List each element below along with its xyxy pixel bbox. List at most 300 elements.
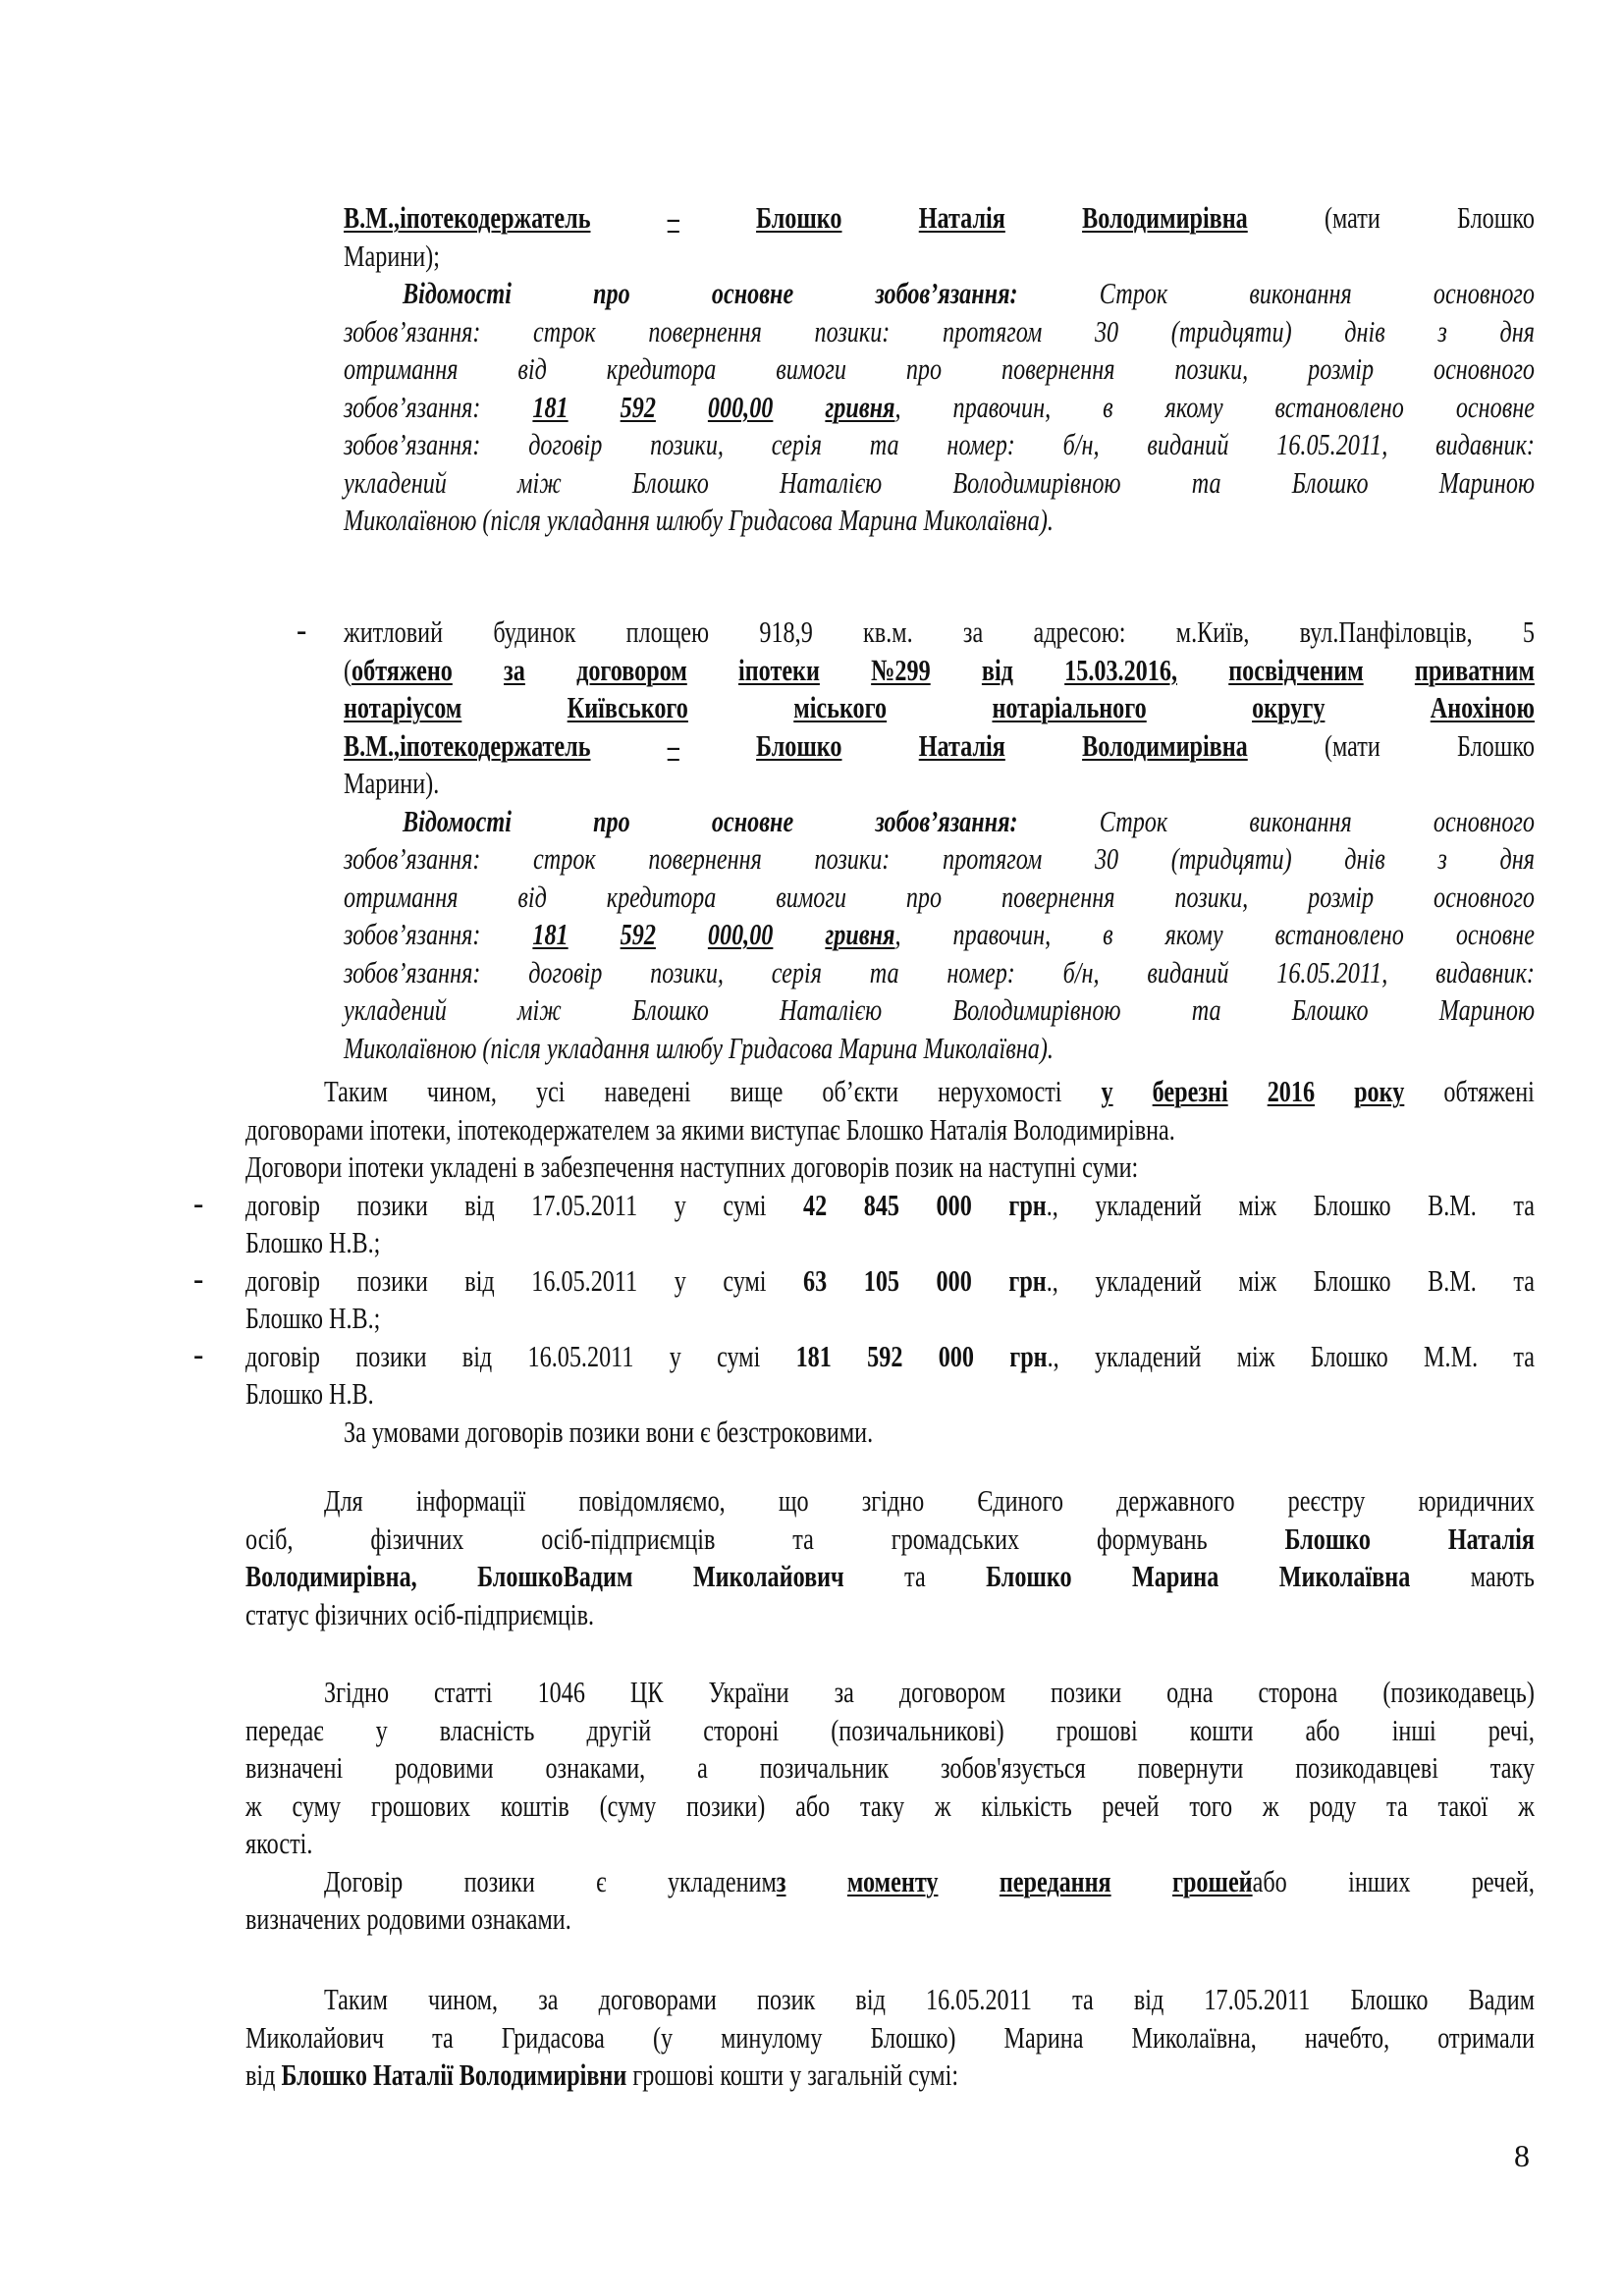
word: другій bbox=[586, 1712, 652, 1747]
word-group bbox=[1268, 1073, 1315, 1110]
word: Мариною bbox=[1438, 464, 1535, 500]
word-group bbox=[517, 991, 562, 1029]
word: нотаріального bbox=[992, 690, 1147, 724]
word-group bbox=[712, 275, 793, 312]
word: Володимирівна bbox=[1082, 727, 1248, 763]
word: встановлено bbox=[1274, 389, 1404, 424]
word: з bbox=[776, 1863, 786, 1898]
word: зобов'язується bbox=[940, 1750, 1086, 1785]
word: сторона bbox=[1258, 1675, 1338, 1709]
word-group bbox=[825, 389, 900, 426]
word: номер: bbox=[947, 954, 1015, 989]
word-group bbox=[531, 1262, 637, 1300]
word-group bbox=[1102, 1073, 1113, 1110]
word-group bbox=[344, 313, 480, 350]
word: БлошкоВадим bbox=[477, 1559, 633, 1593]
line-content bbox=[245, 1112, 1175, 1147]
word: кошти bbox=[1189, 1712, 1254, 1747]
word: позики bbox=[356, 1262, 428, 1298]
word-group bbox=[371, 1788, 470, 1825]
word-group bbox=[815, 840, 891, 878]
word: року bbox=[1354, 1074, 1405, 1108]
line-content bbox=[403, 803, 1535, 840]
word: Анохіною bbox=[1430, 690, 1535, 724]
word: 63 bbox=[803, 1262, 828, 1298]
word: позики, bbox=[650, 954, 724, 989]
civil-code-line bbox=[245, 1825, 312, 1862]
word-group bbox=[1285, 1521, 1371, 1558]
line-content bbox=[344, 689, 1535, 726]
word: інформації bbox=[415, 1483, 526, 1518]
word-group bbox=[937, 1187, 972, 1224]
word-group bbox=[1354, 1073, 1404, 1110]
line-content bbox=[245, 1901, 571, 1936]
word-group bbox=[245, 1338, 320, 1375]
word: 2016 bbox=[1267, 1074, 1316, 1108]
word: Блошко bbox=[631, 464, 709, 500]
word-group bbox=[607, 350, 717, 388]
word: між bbox=[1236, 1338, 1275, 1373]
word-group bbox=[395, 1749, 493, 1787]
word-group bbox=[947, 426, 1014, 463]
word-group bbox=[464, 1863, 535, 1900]
word-group bbox=[803, 1262, 827, 1300]
word: чином, bbox=[428, 1982, 499, 2016]
line-content bbox=[344, 614, 1535, 651]
word-group bbox=[528, 426, 602, 463]
word: позики, bbox=[1174, 879, 1249, 914]
word: строк bbox=[533, 313, 596, 348]
word: ., bbox=[1046, 1262, 1058, 1298]
word: та bbox=[432, 2019, 454, 2055]
word: (у bbox=[652, 2019, 674, 2055]
word: (мати bbox=[1324, 727, 1380, 763]
word-group bbox=[245, 1712, 324, 1749]
word: №299 bbox=[871, 652, 931, 687]
word: 918,9 bbox=[759, 614, 813, 649]
word: Договір bbox=[324, 1863, 404, 1898]
word: вище bbox=[730, 1074, 784, 1108]
word: позики: bbox=[814, 313, 891, 348]
word: 17.05.2011 bbox=[1204, 1982, 1311, 2016]
word-group bbox=[675, 1187, 686, 1224]
word: 105 bbox=[863, 1262, 900, 1298]
word-group bbox=[675, 1262, 686, 1300]
word-group bbox=[1350, 1981, 1428, 2018]
word: Блошко bbox=[631, 992, 709, 1027]
word-group bbox=[1001, 879, 1114, 916]
word: такої bbox=[1437, 1788, 1488, 1823]
word: зобов’язання: bbox=[344, 841, 481, 876]
word: минулому bbox=[721, 2019, 823, 2055]
word: сумі bbox=[717, 1338, 761, 1373]
word: дня bbox=[1499, 313, 1535, 348]
word: Миколаївна, bbox=[1131, 2019, 1257, 2055]
word-group bbox=[977, 1482, 1063, 1520]
word: серія bbox=[771, 954, 822, 989]
word: усі bbox=[535, 1074, 566, 1108]
word-group bbox=[493, 614, 575, 651]
word: Марина bbox=[1003, 2019, 1084, 2055]
word: 30 bbox=[1094, 841, 1119, 876]
word: в bbox=[1103, 917, 1113, 951]
word-group bbox=[919, 727, 1005, 765]
line-content bbox=[344, 313, 1535, 350]
word-group bbox=[1263, 1788, 1279, 1825]
word: або bbox=[1252, 1863, 1287, 1898]
word-group bbox=[668, 199, 679, 237]
line-content bbox=[245, 2057, 958, 2092]
word-group bbox=[1314, 1262, 1391, 1300]
word-group bbox=[1456, 389, 1535, 426]
word: зобов’язання: bbox=[344, 313, 481, 348]
word: кількість bbox=[981, 1788, 1072, 1823]
word-group bbox=[593, 803, 630, 840]
word-group bbox=[1103, 389, 1113, 426]
word: днів bbox=[1344, 313, 1385, 348]
word: , bbox=[894, 917, 901, 951]
word-group bbox=[538, 1981, 558, 2018]
word-group bbox=[1138, 1749, 1244, 1787]
word: М.М. bbox=[1424, 1338, 1479, 1373]
word: позики bbox=[356, 1187, 428, 1222]
word-group bbox=[1344, 313, 1384, 350]
word-group bbox=[1499, 840, 1534, 878]
line-content bbox=[245, 1749, 1535, 1787]
word-group bbox=[986, 1558, 1071, 1595]
line-content bbox=[245, 1149, 1138, 1184]
word: гривня bbox=[825, 389, 895, 424]
word: розмір bbox=[1308, 879, 1375, 914]
word: та bbox=[1386, 1788, 1408, 1823]
word: Згідно bbox=[324, 1675, 390, 1709]
word: Вадим bbox=[1468, 1982, 1535, 2016]
word: 845 bbox=[863, 1187, 900, 1222]
word: 1046 bbox=[537, 1675, 585, 1709]
word-group bbox=[517, 464, 562, 502]
word: правочин, bbox=[952, 917, 1052, 951]
line-content bbox=[324, 1981, 1535, 2018]
word-group bbox=[517, 350, 546, 388]
text-run: визначених родовими ознаками. bbox=[245, 1901, 571, 1936]
word-group bbox=[376, 1712, 388, 1749]
word-group bbox=[1009, 1338, 1058, 1375]
text-run: Блошко Н.В. bbox=[245, 1376, 374, 1411]
word-group bbox=[862, 1482, 925, 1520]
word: речі, bbox=[1488, 1712, 1535, 1747]
word: основне bbox=[1455, 917, 1535, 951]
word-group bbox=[864, 1187, 899, 1224]
word: – bbox=[667, 200, 679, 235]
word: договорами bbox=[598, 1982, 717, 2016]
word-group bbox=[1082, 727, 1248, 765]
word-group bbox=[1295, 1749, 1438, 1787]
word: укладений bbox=[1095, 1187, 1202, 1222]
word-group bbox=[697, 1749, 708, 1787]
word-group bbox=[533, 313, 596, 350]
word-group bbox=[717, 1338, 760, 1375]
word-group bbox=[831, 1712, 1003, 1749]
word-group bbox=[245, 1788, 262, 1825]
word: грн bbox=[1008, 1187, 1047, 1222]
word-group bbox=[324, 1863, 403, 1900]
civil-code-line bbox=[245, 1788, 1535, 1825]
word-group bbox=[1189, 1788, 1232, 1825]
word-group bbox=[1190, 1712, 1254, 1749]
word-group bbox=[953, 389, 1052, 426]
word: округу bbox=[1252, 690, 1325, 724]
word-group bbox=[245, 1749, 343, 1787]
word: ( bbox=[344, 652, 352, 687]
word-group bbox=[941, 1749, 1086, 1787]
word: адресою: bbox=[1033, 614, 1126, 649]
word-group bbox=[1008, 1187, 1057, 1224]
word-group bbox=[795, 1788, 830, 1825]
word-group bbox=[1448, 1521, 1535, 1558]
line-content bbox=[245, 1301, 380, 1335]
block2-line bbox=[344, 879, 1535, 916]
word-group bbox=[245, 1558, 417, 1595]
word-group bbox=[593, 275, 630, 312]
line-content bbox=[245, 1187, 1535, 1224]
word-group bbox=[693, 1558, 844, 1595]
word-group bbox=[860, 1788, 904, 1825]
word-group bbox=[1311, 1338, 1388, 1375]
block2-line bbox=[344, 614, 1535, 651]
word-group bbox=[738, 652, 820, 689]
word: повернути bbox=[1137, 1750, 1244, 1785]
word: Наталія bbox=[1447, 1521, 1535, 1556]
word: сумі bbox=[723, 1187, 767, 1222]
word: та bbox=[1072, 1982, 1094, 2016]
word-group bbox=[668, 727, 679, 765]
word-group bbox=[344, 426, 480, 463]
word-group bbox=[1258, 1674, 1337, 1711]
word-group bbox=[1237, 1338, 1275, 1375]
word-group bbox=[650, 426, 724, 463]
word-group bbox=[952, 991, 1120, 1029]
civil-code-line bbox=[245, 1749, 1535, 1787]
word: отримали bbox=[1437, 2019, 1535, 2055]
word-group bbox=[1082, 199, 1248, 237]
word-group bbox=[780, 464, 882, 502]
word-group bbox=[1428, 1187, 1477, 1224]
line-content bbox=[245, 2019, 1535, 2056]
word: 000,00 bbox=[707, 917, 774, 951]
word: Єдиного bbox=[977, 1483, 1063, 1518]
text-run: від bbox=[245, 2057, 282, 2092]
conclusion-line bbox=[245, 2056, 958, 2094]
line-content bbox=[245, 1788, 1535, 1825]
word: повернення bbox=[648, 841, 762, 876]
word-group bbox=[1134, 1981, 1163, 2018]
word-group bbox=[1325, 199, 1380, 237]
word: укладений bbox=[344, 992, 447, 1027]
word: від bbox=[981, 652, 1013, 687]
word-group bbox=[324, 1073, 388, 1110]
word-group bbox=[464, 1187, 494, 1224]
word-group bbox=[533, 840, 596, 878]
word-group bbox=[344, 350, 458, 388]
word: Блошко bbox=[1350, 1982, 1429, 2016]
word-group bbox=[1174, 350, 1248, 388]
word: Володимирівна, bbox=[245, 1559, 417, 1593]
word-group bbox=[1095, 313, 1118, 350]
word: м.Київ, bbox=[1175, 614, 1250, 649]
word: Володимирівною bbox=[952, 992, 1121, 1027]
word: основного bbox=[1433, 276, 1535, 310]
word: 000,00 bbox=[707, 389, 774, 424]
word: 15.03.2016, bbox=[1064, 652, 1177, 687]
civil-code-line bbox=[245, 1900, 571, 1938]
word-group bbox=[670, 1338, 681, 1375]
word: позики bbox=[1050, 1675, 1122, 1709]
word: начебто, bbox=[1304, 2019, 1390, 2055]
word-group bbox=[477, 1558, 632, 1595]
word-group bbox=[982, 652, 1013, 689]
block2-line bbox=[344, 1030, 1054, 1067]
word: Для bbox=[324, 1483, 363, 1518]
word-group bbox=[1165, 916, 1223, 953]
word-group bbox=[867, 1338, 902, 1375]
word: ., bbox=[1047, 1338, 1059, 1373]
word: грошові bbox=[1055, 1712, 1138, 1747]
word: договір bbox=[245, 1262, 321, 1298]
word-group bbox=[1437, 1788, 1488, 1825]
word-group bbox=[1116, 1482, 1234, 1520]
word-group bbox=[440, 1712, 535, 1749]
word-group bbox=[1472, 1863, 1535, 1900]
word-group bbox=[1456, 916, 1535, 953]
block2-line bbox=[403, 803, 1535, 840]
word: Відомості bbox=[403, 276, 512, 310]
word-group bbox=[1166, 1674, 1213, 1711]
word-group bbox=[892, 1521, 1019, 1558]
loan-bullet: - bbox=[193, 1260, 204, 1296]
word-group bbox=[708, 1674, 788, 1711]
word-group bbox=[776, 879, 846, 916]
word: позики: bbox=[814, 841, 891, 876]
word: та bbox=[792, 1521, 814, 1556]
word-group bbox=[545, 1749, 645, 1787]
word: одна bbox=[1166, 1675, 1214, 1709]
word: у bbox=[669, 1338, 681, 1373]
word: та bbox=[1513, 1262, 1535, 1298]
word: передає bbox=[245, 1712, 324, 1747]
word-group bbox=[501, 1788, 569, 1825]
word-group bbox=[1063, 954, 1100, 991]
line-content bbox=[344, 350, 1535, 388]
loan-bullet: - bbox=[193, 1185, 204, 1220]
word: Блошко) bbox=[870, 2019, 956, 2055]
word-group bbox=[292, 1788, 341, 1825]
block2-line bbox=[344, 916, 1535, 953]
word: отримання bbox=[344, 879, 459, 914]
word-group bbox=[1305, 2019, 1389, 2056]
word-group bbox=[1147, 426, 1228, 463]
line-content bbox=[245, 1712, 1535, 1749]
word: про bbox=[905, 879, 943, 914]
word: Блошко bbox=[756, 727, 842, 763]
word-group bbox=[1174, 879, 1248, 916]
word: основне bbox=[711, 803, 794, 838]
word-group bbox=[531, 1187, 637, 1224]
word: осіб-підприємців bbox=[541, 1521, 716, 1556]
word: позики) bbox=[686, 1788, 766, 1823]
registry-line bbox=[245, 1521, 1535, 1558]
word: грошей bbox=[1172, 1863, 1253, 1898]
word-group bbox=[528, 1338, 634, 1375]
word-group bbox=[1382, 1674, 1535, 1711]
word: ознаками, bbox=[545, 1750, 646, 1785]
word: нотаріусом bbox=[344, 690, 462, 724]
word-group bbox=[803, 1187, 827, 1224]
word: протягом bbox=[943, 313, 1043, 348]
word-group bbox=[1488, 1712, 1535, 1749]
word: позики bbox=[355, 1338, 427, 1373]
word: Гридасова bbox=[501, 2019, 605, 2055]
word: Блошко bbox=[986, 1559, 1072, 1593]
word-group bbox=[1469, 1981, 1535, 2018]
civil-code-line bbox=[324, 1863, 1535, 1900]
word-group bbox=[772, 954, 822, 991]
line-content bbox=[344, 727, 1535, 765]
word-group bbox=[871, 652, 931, 689]
word-group bbox=[772, 426, 822, 463]
word: Володимирівною bbox=[952, 464, 1121, 500]
word-group bbox=[708, 916, 773, 953]
word-group bbox=[344, 652, 453, 689]
word: грн bbox=[1009, 1338, 1048, 1373]
word: Відомості bbox=[403, 803, 512, 838]
word-group bbox=[1292, 991, 1369, 1029]
line-content bbox=[344, 954, 1535, 991]
word-group bbox=[712, 803, 793, 840]
word-group bbox=[947, 954, 1014, 991]
word-group bbox=[1499, 313, 1534, 350]
word: укладений bbox=[1095, 1262, 1202, 1298]
word: Строк bbox=[1099, 276, 1168, 310]
word: коштів bbox=[500, 1788, 569, 1823]
line-content bbox=[344, 426, 1535, 463]
word: про bbox=[593, 276, 630, 310]
word: договір bbox=[245, 1338, 321, 1373]
word: договір bbox=[245, 1187, 321, 1222]
word: ЦК bbox=[629, 1675, 664, 1709]
line-content bbox=[245, 1262, 1535, 1300]
word: 181 bbox=[532, 917, 568, 951]
word-group bbox=[822, 1073, 898, 1110]
word-group bbox=[939, 1338, 974, 1375]
word: 16.05.2011 bbox=[926, 1982, 1032, 2016]
line-content bbox=[324, 1863, 1535, 1900]
word-group bbox=[1428, 1262, 1477, 1300]
page-number: 8 bbox=[1514, 2138, 1530, 2173]
word-group bbox=[324, 1981, 388, 2018]
word: Блошко bbox=[1291, 992, 1369, 1027]
word: іпотеки bbox=[738, 652, 820, 687]
word-group bbox=[630, 1674, 664, 1711]
word-group bbox=[532, 916, 568, 953]
word-group bbox=[1056, 1712, 1138, 1749]
word-group bbox=[1063, 426, 1100, 463]
word-group bbox=[756, 727, 841, 765]
word: інших bbox=[1348, 1863, 1411, 1898]
word-group bbox=[1095, 1338, 1201, 1375]
word: Блошко bbox=[1313, 1187, 1391, 1222]
block1-line bbox=[344, 199, 1535, 237]
word-group bbox=[1490, 1749, 1535, 1787]
